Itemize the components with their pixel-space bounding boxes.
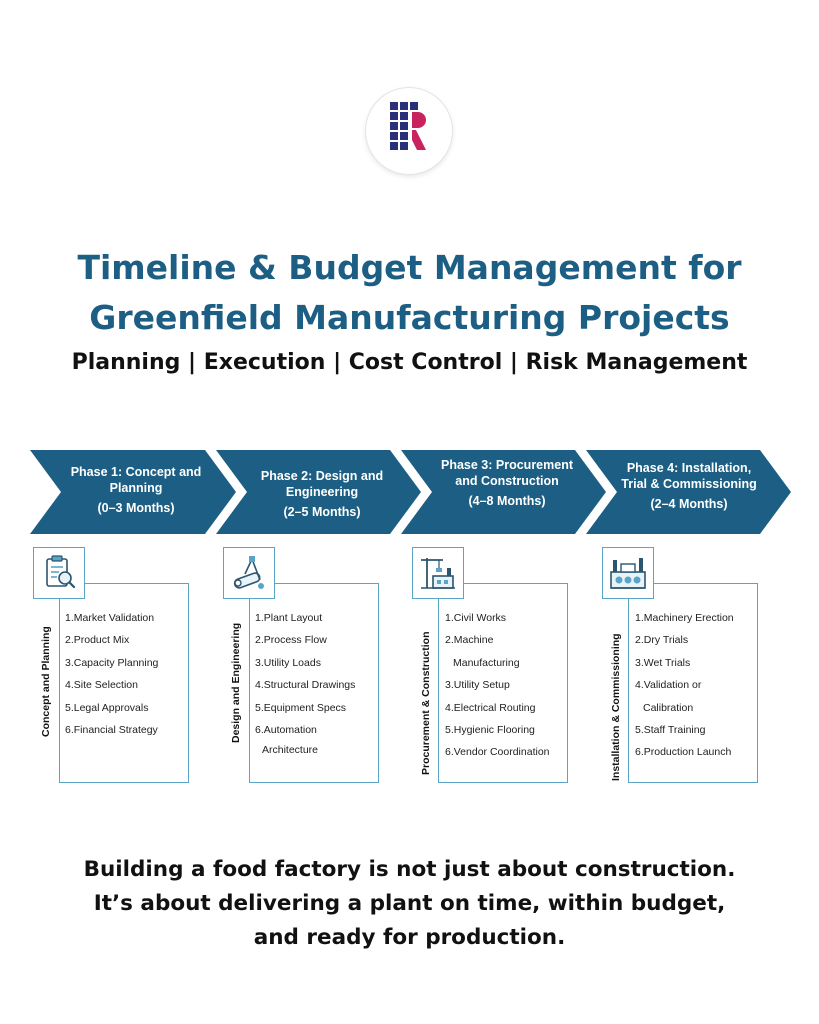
footer-line-1: Building a food factory is not just about construction. xyxy=(83,857,736,882)
phase-2-icon-box xyxy=(223,547,275,599)
list-item: 1.Civil Works xyxy=(445,612,507,624)
brand-logo-letter-r-icon xyxy=(390,102,428,158)
list-item: Manufacturing xyxy=(453,656,520,669)
footer-line-2: It’s about delivering a plant on time, within budget, xyxy=(93,891,726,916)
phase-1-title: Phase 1: Concept and Planning xyxy=(70,465,202,495)
list-item: 5.Equipment Specs xyxy=(255,701,347,714)
phase-4-title: Phase 4: Installation, Trial & Commissioning xyxy=(621,461,757,491)
list-item: 6.Automation xyxy=(255,724,317,737)
list-item: 2.Process Flow xyxy=(255,634,327,647)
phase-3-icon-box xyxy=(412,547,464,599)
list-item: 6.Financial Strategy xyxy=(65,724,158,737)
phase-2-side-label: Design and Engineering xyxy=(230,622,242,743)
page-title-line-1: Timeline & Budget Management for xyxy=(77,248,742,287)
blueprint-tools-icon xyxy=(230,554,268,592)
list-item: 5.Legal Approvals xyxy=(65,701,149,714)
list-item: 4.Validation or xyxy=(635,679,702,692)
list-item: 4.Site Selection xyxy=(65,679,138,692)
footer-statement xyxy=(0,853,819,955)
phase-1-list xyxy=(65,607,158,741)
phase-2-title: Phase 2: Design and Engineering xyxy=(260,469,384,499)
phase-4-list xyxy=(635,607,734,764)
brand-logo xyxy=(366,88,452,174)
list-item: 1.Plant Layout xyxy=(255,612,323,624)
phase-3-side-label: Procurement & Construction xyxy=(420,631,432,775)
page-title-line-2: Greenfield Manufacturing Projects xyxy=(89,298,730,337)
phase-1-icon-box xyxy=(33,547,85,599)
phase-2-heading xyxy=(255,468,389,520)
phase-4-side-label: Installation & Commissioning xyxy=(610,633,622,781)
list-item: 1.Market Validation xyxy=(65,612,155,624)
phase-1-duration: (0–3 Months) xyxy=(97,501,175,515)
phase-4-duration: (2–4 Months) xyxy=(650,497,728,511)
page-subtitle: Planning | Execution | Cost Control | Risk Management xyxy=(71,350,748,375)
phase-4-heading xyxy=(620,460,758,512)
phase-2-list xyxy=(255,607,355,759)
phase-2-duration: (2–5 Months) xyxy=(283,505,361,519)
list-item: 6.Production Launch xyxy=(635,746,732,759)
list-item: 5.Staff Training xyxy=(635,724,706,737)
factory-machinery-icon xyxy=(609,554,647,592)
phase-1-heading xyxy=(68,464,204,516)
list-item: 4.Electrical Routing xyxy=(445,701,536,714)
crane-factory-icon xyxy=(419,554,457,592)
phase-1-side-label: Concept and Planning xyxy=(40,626,52,737)
list-item: 2.Product Mix xyxy=(65,634,130,647)
list-item: 3.Utility Setup xyxy=(445,679,510,692)
list-item: 3.Utility Loads xyxy=(255,656,321,669)
list-item: Architecture xyxy=(262,744,319,757)
list-item: 2.Machine xyxy=(445,634,494,647)
list-item: 6.Vendor Coordination xyxy=(445,746,550,759)
phase-3-list xyxy=(445,607,550,764)
phase-3-heading xyxy=(438,457,576,509)
list-item: 2.Dry Trials xyxy=(635,634,689,647)
phase-3-duration: (4–8 Months) xyxy=(468,494,546,508)
list-item: 4.Structural Drawings xyxy=(255,679,356,692)
list-item: 3.Wet Trials xyxy=(635,656,691,669)
list-item: 1.Machinery Erection xyxy=(635,612,734,624)
list-item: 3.Capacity Planning xyxy=(65,656,159,669)
phase-4-icon-box xyxy=(602,547,654,599)
clipboard-search-icon xyxy=(40,554,78,592)
footer-line-3: and ready for production. xyxy=(253,925,566,950)
phase-3-title: Phase 3: Procurement and Construction xyxy=(441,458,573,488)
list-item: Calibration xyxy=(643,701,694,714)
list-item: 5.Hygienic Flooring xyxy=(445,724,535,737)
